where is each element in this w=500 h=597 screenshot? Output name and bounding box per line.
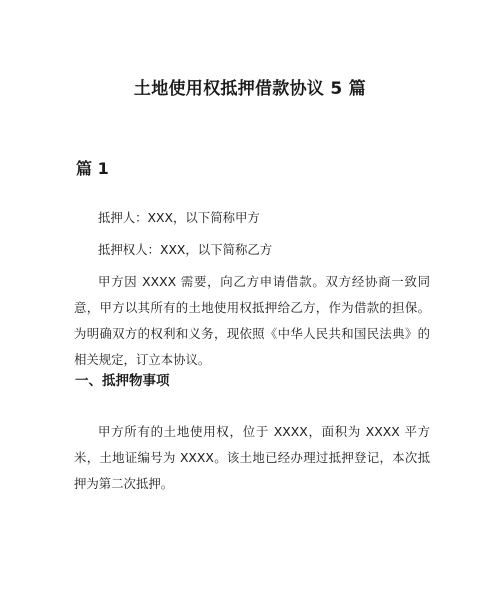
section-heading: 篇 1	[76, 159, 109, 178]
mortgagor-paragraph: 抵押人：XXX，以下简称甲方	[98, 210, 260, 225]
subsection-heading: 一、抵押物事项	[75, 373, 170, 389]
mortgagee-paragraph: 抵押权人：XXX，以下简称乙方	[98, 242, 273, 257]
document-title: 土地使用权抵押借款协议 5 篇	[133, 79, 367, 99]
purpose-paragraph: 甲方因 XXXX 需要，向乙方申请借款。双方经协商一致同意，甲方以其所有的土地使用权抵押给乙方，作为借款的担保。为明确双方的权利和义务，现依照《中华人民共和国民法典》的相关规定，订立本协议。	[74, 274, 430, 367]
collateral-paragraph: 甲方所有的土地使用权，位于 XXXX，面积为 XXXX 平方米，土地证编号为 XXXX。该土地已经办理过抵押登记，本次抵押为第二次抵押。	[74, 424, 430, 491]
